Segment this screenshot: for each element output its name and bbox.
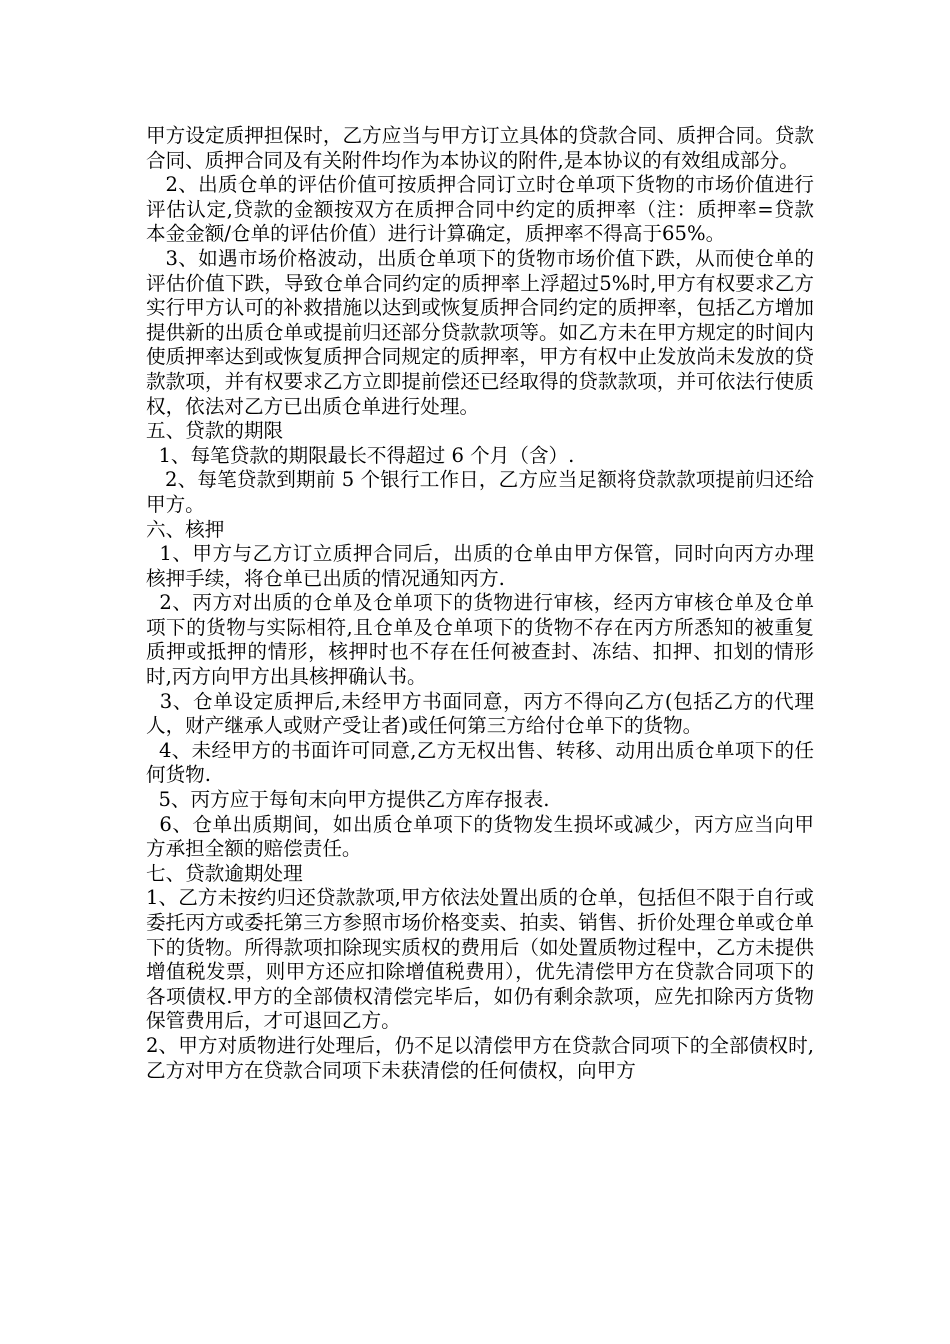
paragraph-verification-6: 6、仓单出质期间，如出质仓单项下的货物发生损坏或减少，丙方应当向甲方承担全额的赔偿责任。 xyxy=(146,812,814,861)
paragraph-valuation: 2、出质仓单的评估价值可按质押合同订立时仓单项下货物的市场价值进行评估认定,贷款的金额按双方在质押合同中约定的质押率（注：质押率=贷款本金金额/仓单的评估价值）进行计算确定，质押率不得高于65%。 xyxy=(146,173,814,246)
paragraph-verification-3: 3、仓单设定质押后,未经甲方书面同意，丙方不得向乙方(包括乙方的代理人，财产继承人或财产受让者)或任何第三方给付仓单下的货物。 xyxy=(146,689,814,738)
document-page xyxy=(146,124,814,1083)
paragraph-verification-4: 4、未经甲方的书面许可同意,乙方无权出售、转移、动用出质仓单项下的任何货物. xyxy=(146,738,814,787)
paragraph-market-fluctuation: 3、如遇市场价格波动，出质仓单项下的货物市场价值下跌，从而使仓单的评估价值下跌，导致仓单合同约定的质押率上浮超过5%时,甲方有权要求乙方实行甲方认可的补救措施以达到或恢复质押合同约定的质押率，包括乙方增加提供新的出质仓单或提前归还部分贷款款项等。如乙方未在甲方规定的时间内使质押率达到或恢复质押合同规定的质押率，甲方有权中止发放尚未发放的贷款款项，并有权要求乙方立即提前偿还已经取得的贷款款项，并可依法行使质权，依法对乙方已出质仓单进行处理。 xyxy=(146,246,814,418)
section-heading-loan-term: 五、贷款的期限 xyxy=(146,419,284,443)
paragraph-loan-repayment: 2、每笔贷款到期前 5 个银行工作日，乙方应当足额将贷款款项提前归还给甲方。 xyxy=(146,468,814,516)
section-heading-overdue: 七、贷款逾期处理 xyxy=(146,861,303,885)
paragraph-verification-2: 2、丙方对出质的仓单及仓单项下的货物进行审核，经丙方审核仓单及仓单项下的货物与实际相符,且仓单及仓单项下的货物不存在丙方所悉知的被重复质押或抵押的情形，核押时也不存在任何被查封、冻结、扣押、扣划的情形时,丙方向甲方出具核押确认书。 xyxy=(146,591,814,689)
paragraph-verification-5: 5、丙方应于每旬末向甲方提供乙方库存报表. xyxy=(146,788,550,812)
paragraph-overdue-2: 2、甲方对质物进行处理后，仍不足以清偿甲方在贷款合同项下的全部债权时,乙方对甲方在贷款合同项下未获清偿的任何债权，向甲方 xyxy=(146,1033,814,1082)
paragraph-overdue-1: 1、乙方未按约归还贷款款项,甲方依法处置出质的仓单，包括但不限于自行或委托丙方或委托第三方参照市场价格变卖、拍卖、销售、折价处理仓单或仓单下的货物。所得款项扣除现实质权的费用后（如处置质物过程中，乙方未提供增值税发票，则甲方还应扣除增值税费用），优先清偿甲方在贷款合同项下的各项债权.甲方的全部债权清偿完毕后，如仍有剩余款项，应先扣除丙方货物保管费用后，才可退回乙方。 xyxy=(146,886,814,1033)
paragraph-pledge-contracts: 甲方设定质押担保时，乙方应当与甲方订立具体的贷款合同、质押合同。贷款合同、质押合同及有关附件均作为本协议的附件,是本协议的有效组成部分。 xyxy=(146,124,814,172)
paragraph-verification-1: 1、甲方与乙方订立质押合同后，出质的仓单由甲方保管，同时向丙方办理核押手续，将仓单已出质的情况通知丙方. xyxy=(146,542,814,590)
section-heading-verification: 六、核押 xyxy=(146,517,225,541)
paragraph-loan-term-max: 1、每笔贷款的期限最长不得超过 6 个月（含）. xyxy=(146,443,575,467)
